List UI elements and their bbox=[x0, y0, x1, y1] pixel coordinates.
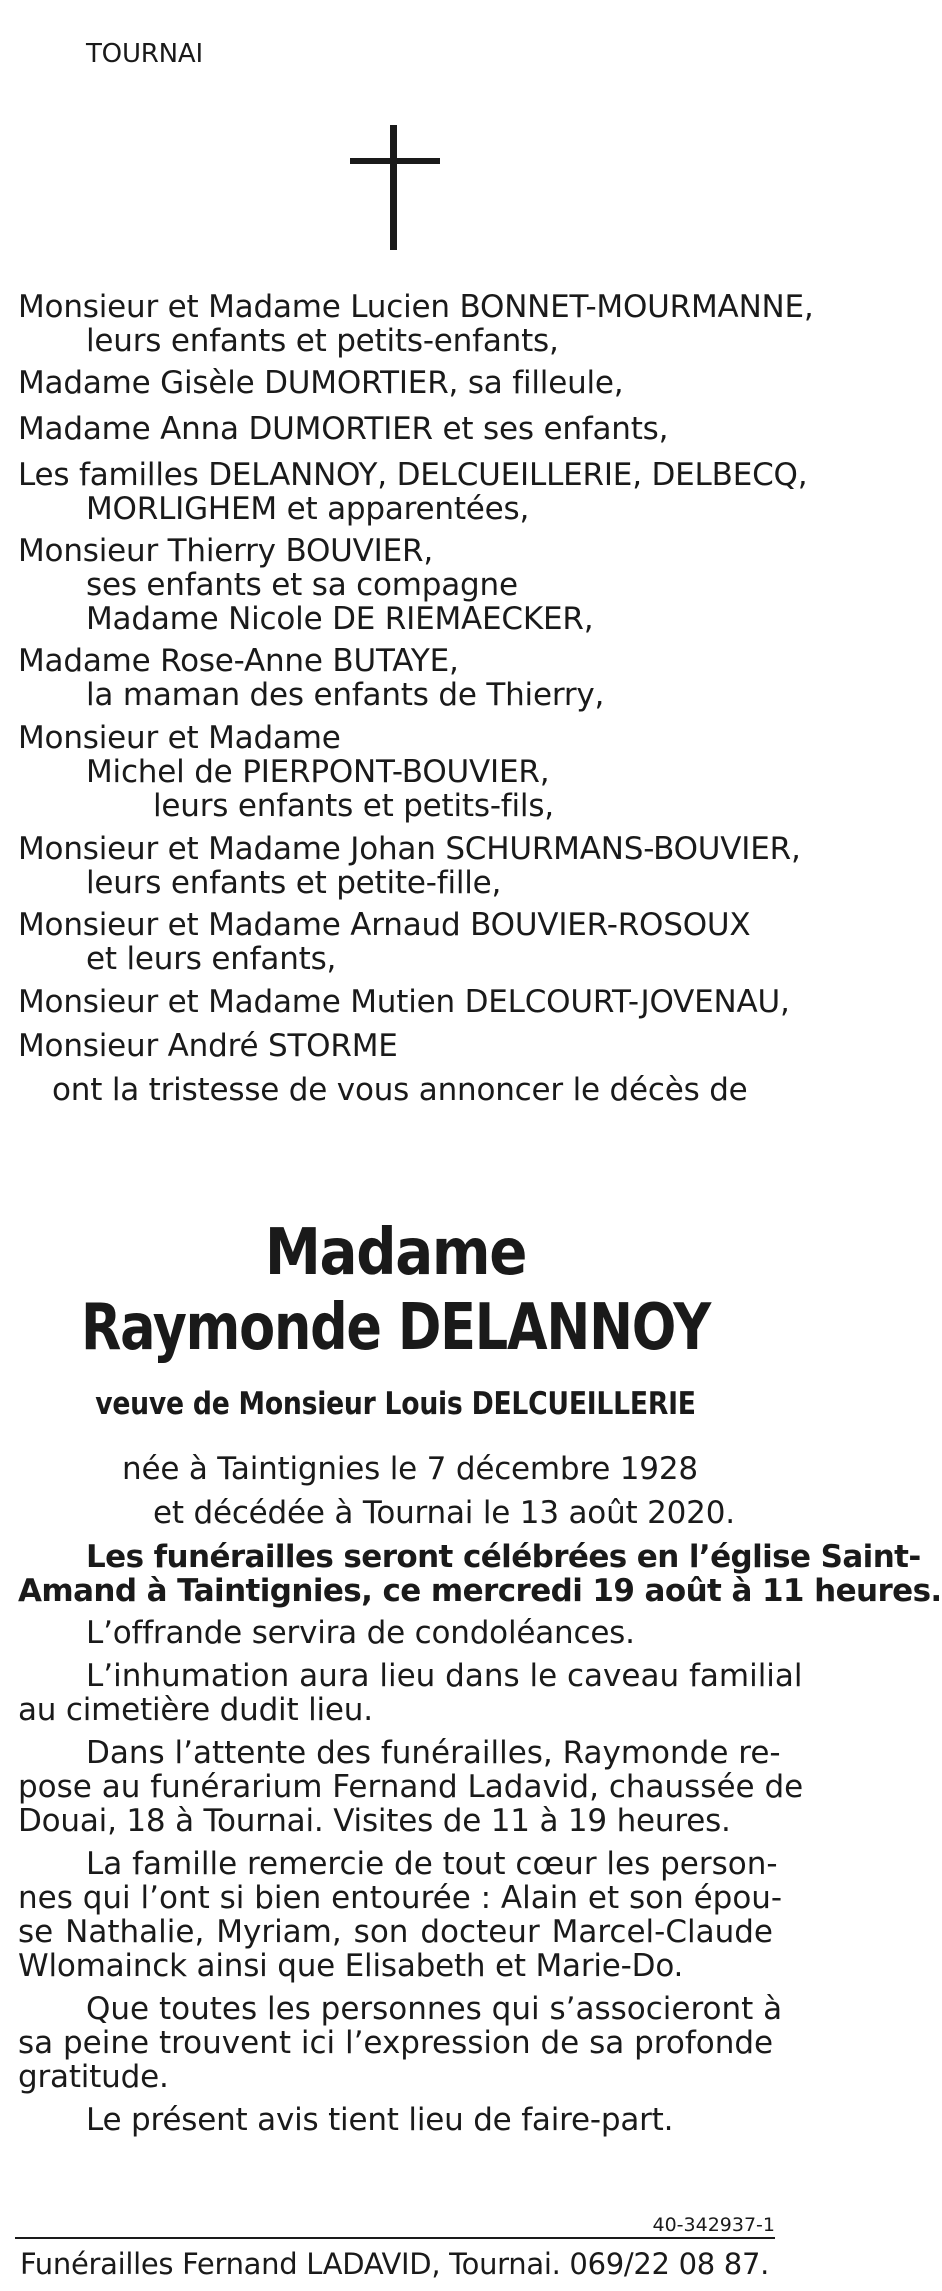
body-line: Douai, 18 à Tournai. Visites de 11 à 19 heures. bbox=[18, 1803, 731, 1839]
family-line: leurs enfants et petits-enfants, bbox=[86, 323, 559, 359]
family-line: leurs enfants et petits-fils, bbox=[153, 788, 554, 824]
city-heading: TOURNAI bbox=[86, 39, 203, 69]
body-line: Amand à Taintignies, ce mercredi 19 août à 11 heures. bbox=[18, 1573, 942, 1609]
deceased-title: Madame bbox=[264, 1216, 527, 1290]
family-line: MORLIGHEM et apparentées, bbox=[86, 491, 530, 527]
body-line: La famille remercie de tout cœur les person- bbox=[86, 1846, 778, 1882]
body-line: sa peine trouvent ici l’expression de sa profonde bbox=[18, 2025, 774, 2061]
body-line: L’inhumation aura lieu dans le caveau familial bbox=[86, 1658, 803, 1694]
family-line: Monsieur et Madame bbox=[18, 720, 341, 756]
family-line: Madame Nicole DE RIEMAECKER, bbox=[86, 601, 594, 637]
family-line: Monsieur Thierry BOUVIER, bbox=[18, 533, 433, 569]
family-line: la maman des enfants de Thierry, bbox=[86, 677, 605, 713]
family-line: leurs enfants et petite-fille, bbox=[86, 865, 502, 901]
body-line: pose au funérarium Fernand Ladavid, chaussée de bbox=[18, 1769, 804, 1805]
family-line: et leurs enfants, bbox=[86, 941, 337, 977]
body-line: au cimetière dudit lieu. bbox=[18, 1692, 373, 1728]
deceased-name: Raymonde DELANNOY bbox=[80, 1291, 711, 1365]
cross-icon bbox=[350, 125, 440, 250]
body-line: gratitude. bbox=[18, 2059, 169, 2095]
body-line: L’offrande servira de condoléances. bbox=[86, 1615, 635, 1651]
birth-line: née à Taintignies le 7 décembre 1928 bbox=[122, 1451, 698, 1487]
body-line: nes qui l’ont si bien entourée : Alain et son épou- bbox=[18, 1880, 783, 1916]
family-line: Monsieur et Madame Arnaud BOUVIER-ROSOUX bbox=[18, 907, 751, 943]
family-line: Monsieur et Madame Mutien DELCOURT-JOVENAU, bbox=[18, 984, 790, 1020]
body-line: Que toutes les personnes qui s’associeront à bbox=[86, 1991, 783, 2027]
death-line: et décédée à Tournai le 13 août 2020. bbox=[153, 1495, 735, 1531]
family-line: Michel de PIERPONT-BOUVIER, bbox=[86, 754, 550, 790]
body-line: Wlomainck ainsi que Elisabeth et Marie-Do. bbox=[18, 1948, 684, 1984]
body-line: Dans l’attente des funérailles, Raymonde re- bbox=[86, 1735, 781, 1771]
body-line: se Nathalie, Myriam, son docteur Marcel-Claude bbox=[18, 1914, 773, 1950]
family-line: Monsieur André STORME bbox=[18, 1028, 398, 1064]
family-line: Madame Gisèle DUMORTIER, sa filleule, bbox=[18, 365, 624, 401]
family-line: Les familles DELANNOY, DELCUEILLERIE, DELBECQ, bbox=[18, 457, 808, 493]
family-line: ses enfants et sa compagne bbox=[86, 567, 518, 603]
family-line: Madame Rose-Anne BUTAYE, bbox=[18, 643, 459, 679]
widow-of-line: veuve de Monsieur Louis DELCUEILLERIE bbox=[95, 1386, 696, 1422]
family-line: Madame Anna DUMORTIER et ses enfants, bbox=[18, 411, 669, 447]
footer-divider bbox=[15, 2237, 775, 2239]
body-line: Le présent avis tient lieu de faire-part. bbox=[86, 2102, 674, 2138]
body-line: Les funérailles seront célébrées en l’église Saint- bbox=[86, 1539, 921, 1575]
family-line: Monsieur et Madame Johan SCHURMANS-BOUVIER, bbox=[18, 831, 801, 867]
funeral-home-footer: Funérailles Fernand LADAVID, Tournai. 069/22 08 87. bbox=[20, 2247, 770, 2281]
reference-number: 40-342937-1 bbox=[652, 2214, 775, 2236]
family-line: Monsieur et Madame Lucien BONNET-MOURMANNE, bbox=[18, 289, 814, 325]
announcement-text: ont la tristesse de vous annoncer le décès de bbox=[52, 1072, 748, 1108]
